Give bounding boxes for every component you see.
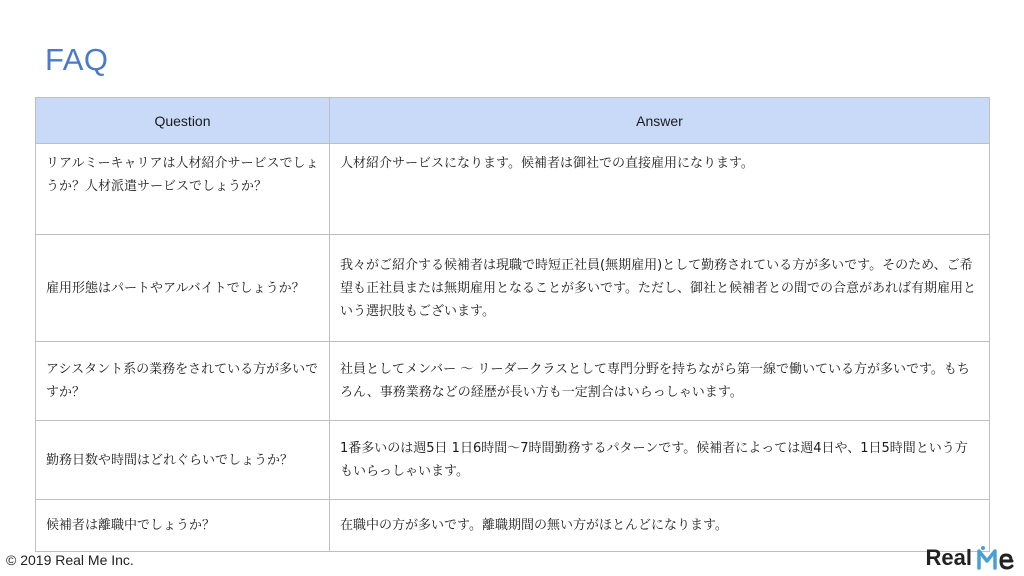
answer-column-header: Answer [330, 98, 990, 144]
logo-me-icon [976, 545, 1016, 571]
copyright-text: © 2019 Real Me Inc. [6, 552, 134, 568]
question-cell: 勤務日数や時間はどれぐらいでしょうか？ [36, 421, 330, 500]
answer-cell: 我々がご紹介する候補者は現職で時短正社員(無期雇用)として勤務されている方が多いです。そのため、ご希望も正社員または無期雇用となることが多いです。ただし、御社と候補者との間での合意があれば有期雇用という選択肢もございます。 [330, 235, 990, 342]
table-header-row [36, 98, 990, 144]
question-cell: 雇用形態はパートやアルバイトでしょうか？ [36, 235, 330, 342]
answer-cell: 1番多いのは週5日 1日6時間〜7時間勤務するパターンです。候補者によっては週4日や、1日5時間という方もいらっしゃいます。 [330, 421, 990, 500]
faq-table [35, 97, 990, 552]
answer-cell: 人材紹介サービスになります。候補者は御社での直接雇用になります。 [330, 144, 990, 235]
question-cell: アシスタント系の業務をされている方が多いですか？ [36, 342, 330, 421]
question-cell: リアルミーキャリアは人材紹介サービスでしょうか？人材派遣サービスでしょうか？ [36, 144, 330, 235]
table-row [36, 342, 990, 421]
answer-cell: 在職中の方が多いです。離職期間の無い方がほとんどになります。 [330, 500, 990, 552]
question-column-header: Question [36, 98, 330, 144]
logo-text: Real [925, 545, 972, 570]
table-row [36, 421, 990, 500]
company-logo [926, 545, 1016, 571]
table-row [36, 144, 990, 235]
table-row [36, 235, 990, 342]
table-row [36, 500, 990, 552]
page-title: FAQ [45, 42, 109, 77]
question-cell: 候補者は離職中でしょうか？ [36, 500, 330, 552]
answer-cell: 社員としてメンバー 〜 リーダークラスとして専門分野を持ちながら第一線で働いている方が多いです。もちろん、事務業務などの経歴が長い方も一定割合はいらっしゃいます。 [330, 342, 990, 421]
